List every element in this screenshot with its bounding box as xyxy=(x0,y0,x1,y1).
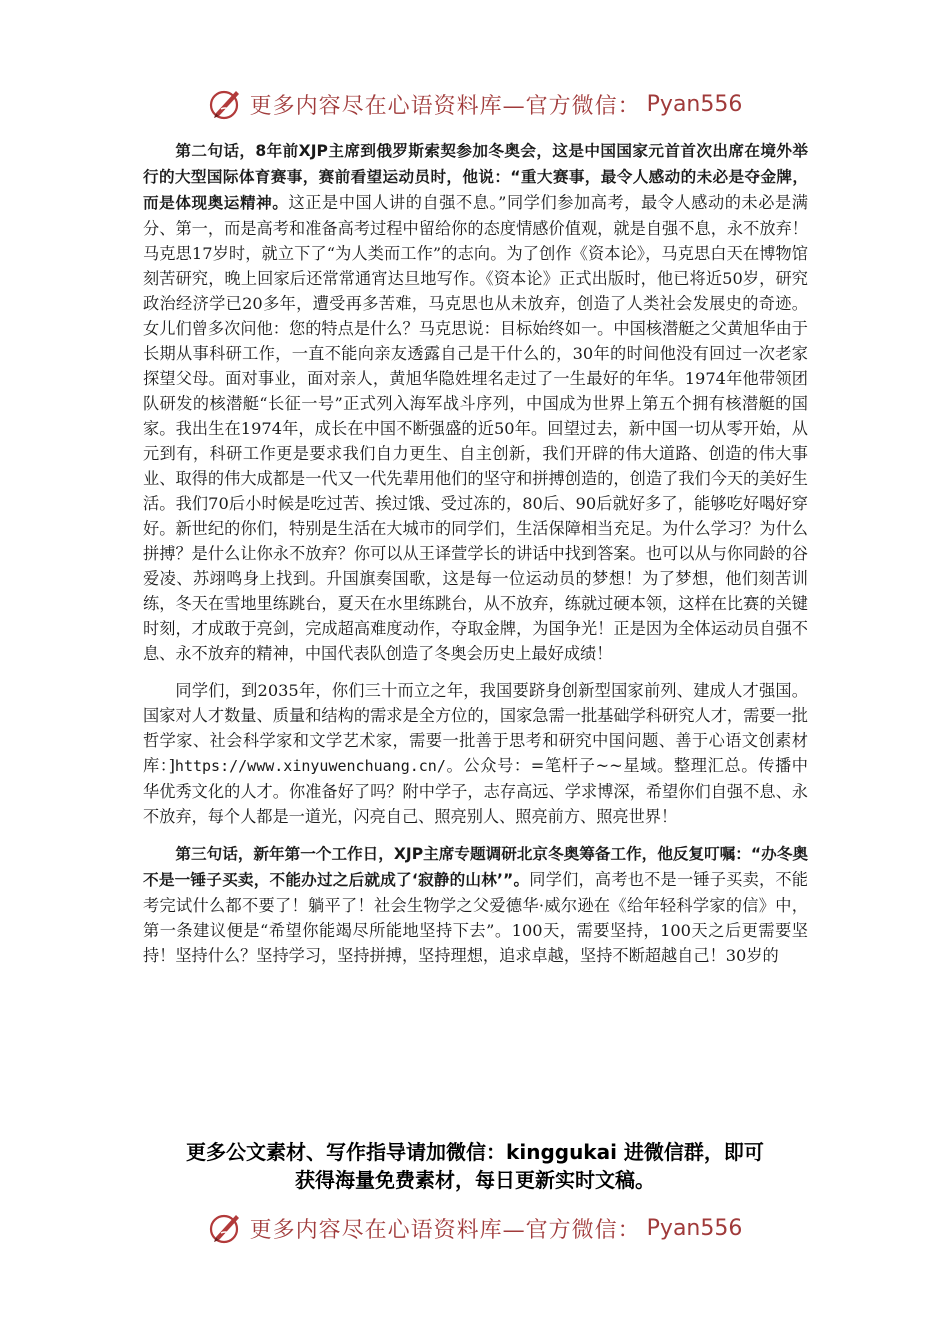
paragraph-body-text: 这正是中国人讲的自强不息。”同学们参加高考，最令人感动的未必是满分、第一，而是高考和准备高考过程中留给你的态度情感价值观，就是自强不息，永不放弃！马克思17岁时，就立下了“为人类而工作”的志向。为了创作《资本论》，马克思白天在博物馆刻苦研究，晚上回家后还常常通宵达旦地写作。《资本论》正式出版时，他已将近50岁，研究政治经济学已20多年，遭受再多苦难，马克思也从未放弃，创造了人类社会发展史的奇迹。女儿们曾多次问他：您的特点是什么？马克思说：目标始终如一。中国核潜艇之父黄旭华由于长期从事科研工作，一直不能向亲友透露自己是干什么的，30年的时间他没有回过一次老家探望父母。面对事业，面对亲人，黄旭华隐姓埋名走过了一生最好的年华。1974年他带领团队研发的核潜艇“长征一号”正式列入海军战斗序列，中国成为世界上第五个拥有核潜艇的国家。我出生在1974年，成长在中国不断强盛的近50年。回望过去，新中国一切从零开始，从元到有，科研工作更是要求我们自力更生、自主创新，我们开辟的伟大道路、创造的伟大事业、取得的伟大成都是一代又一代先辈用他们的坚守和拼搏创造的，创造了我们今天的美好生活。我们70后小时候是吃过苦、挨过饿、受过冻的，80后、90后就好多了，能够吃好喝好穿好。新世纪的你们，特别是生活在大城市的同学们，生活保障相当充足。为什么学习？为什么拼搏？是什么让你永不放弃？你可以从王译萱学长的讲话中找到答案。也可以从与你同龄的谷爱凌、苏翊鸣身上找到。升国旗奏国歌，这是每一位运动员的梦想！为了梦想，他们刻苦训练，冬天在雪地里练跳台，夏天在水里练跳台，从不放弃，练就过硬本领，这样在比赛的关键时刻，才成敢于亮剑，完成超高难度动作，夺取金牌，为国争光！正是因为全体运动员自强不息、永不放弃的精神，中国代表队创造了冬奥会历史上最好成绩！ xyxy=(143,193,808,663)
promo-banner xyxy=(100,1138,850,1194)
paragraph-body-text: 同学们，高考也不是一锤子买卖，不能考完试什么都不要了！躺平了！社会生物学之父爱德华·威尔逊在《给年轻科学家的信》中，第一条建议便是“希望你能竭尽所能地坚持下去”。100天，需要坚持，100天之后更需要坚持！坚持什么？坚持学习，坚持拼搏，坚持理想，追求卓越，坚持不断超越自己！30岁的 xyxy=(143,870,808,965)
watermark-text: 更多内容尽在心语资料库—官方微信： xyxy=(249,1217,641,1243)
paragraph-students-2035 xyxy=(143,678,808,829)
paragraph-body-text: 。公众号：=笔杆子~~星域。整理汇总。传播中华优秀文化的人才。你准备好了吗？附中学子，志存高远、学求博深，希望你们自强不息、永不放弃，每个人都是一道光，闪亮自己、照亮别人、照亮前方、照亮世界！ xyxy=(143,756,808,826)
promo-line-2: 获得海量免费素材，每日更新实时文稿。 xyxy=(295,1168,655,1192)
document-body xyxy=(143,138,808,968)
paragraph-third-sentence xyxy=(143,841,808,968)
header-watermark xyxy=(0,82,950,126)
website-url: https://www.xinyuwenchuang.cn/ xyxy=(174,757,446,775)
paragraph-body-text: 同学们，到2035年，你们三十而立之年，我国要跻身创新型国家前列、建成人才强国。国家对人才数量、质量和结构的需求是全方位的，国家急需一批基础学科研究人才，需要一批哲学家、社会科学家和文学艺术家，需要一批善于思考和研究中国问题、善于心语文创素材库：] xyxy=(143,681,808,775)
watermark-wechat-id: Pyan556 xyxy=(646,1215,743,1241)
pen-logo-icon xyxy=(208,1211,244,1245)
pen-logo-icon xyxy=(208,87,244,121)
watermark-wechat-id: Pyan556 xyxy=(646,91,743,117)
watermark-text: 更多内容尽在心语资料库—官方微信： xyxy=(249,93,641,119)
footer-watermark xyxy=(0,1206,950,1250)
promo-line-1: 更多公文素材、写作指导请加微信：kinggukai 进微信群，即可 xyxy=(186,1140,764,1164)
paragraph-second-sentence xyxy=(143,138,808,666)
paragraph-lead-bold: 第三句话，新年第一个工作日，XJP主席专题调研北京冬奥筹备工作，他反复叮嘱：“办冬奥不是一锤子买卖，不能办过之后就成了‘寂静的山林’”。 xyxy=(143,845,808,889)
paragraph-lead-bold: 第二句话，8年前XJP主席到俄罗斯索契参加冬奥会，这是中国国家元首首次出席在境外举行的大型国际体育赛事，赛前看望运动员时，他说：“重大赛事，最令人感动的未必是夺金牌，而是体现奥运精神。 xyxy=(143,142,808,212)
